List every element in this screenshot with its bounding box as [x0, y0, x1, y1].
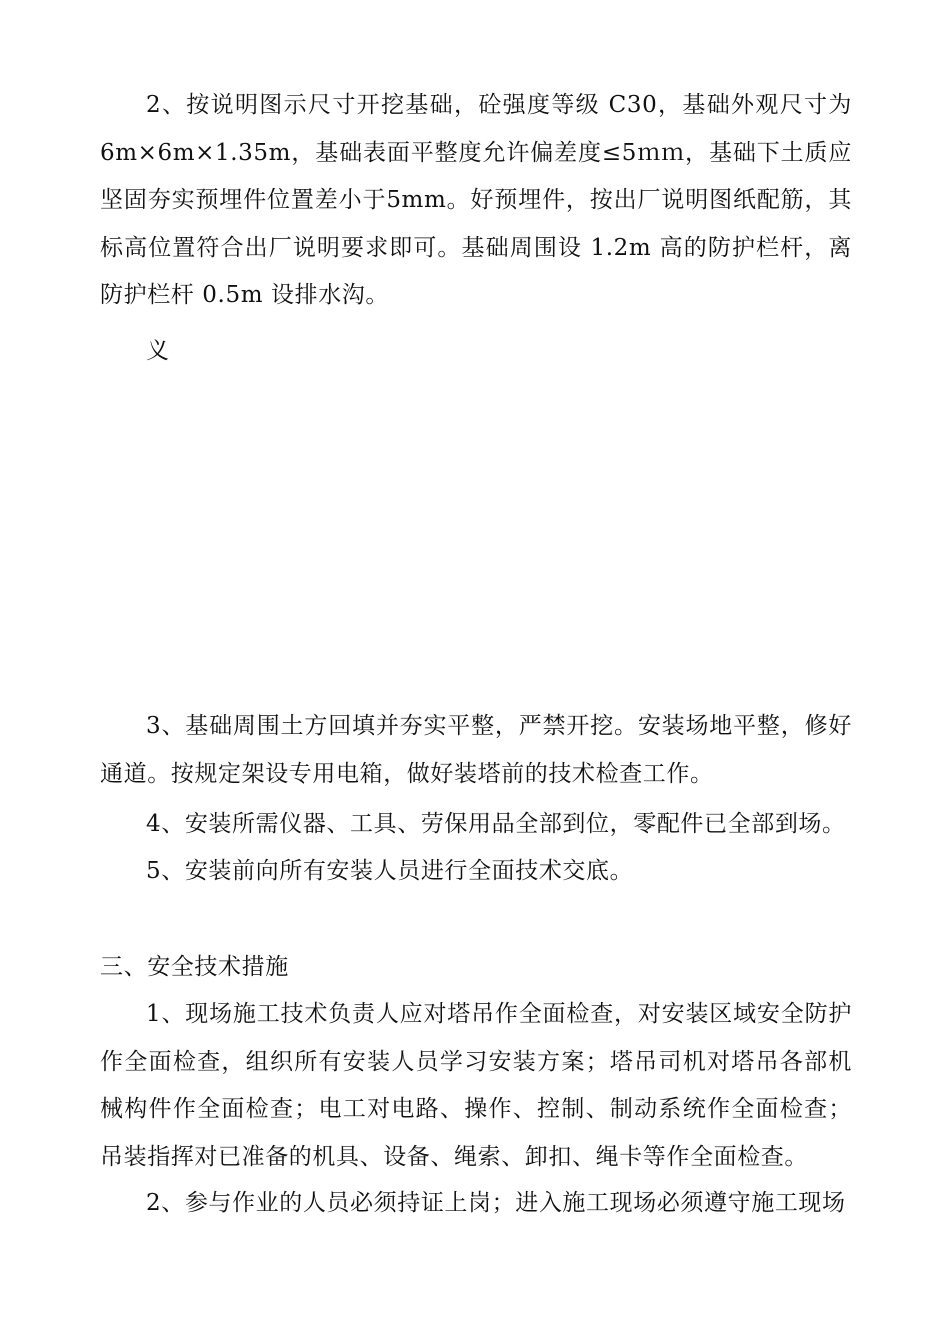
paragraph-tools-ready: 4、安装所需仪器、工具、劳保用品全部到位，零配件已全部到场。 [146, 811, 846, 837]
stray-character: 义 [146, 338, 170, 364]
paragraph-backfill-site-prep: 3、基础周围土方回填并夯实平整，严禁开挖。安装场地平整，修好通道。按规定架设专用电箱，做好装塔前的技术检查工作。 [100, 713, 852, 787]
paragraph-full-inspection: 1、现场施工技术负责人应对塔吊作全面检查，对安装区域安全防护作全面检查，组织所有安装人员学习安装方案；塔吊司机对塔吊各部机械构件作全面检查；电工对电路、操作、控制、制动系统作全面检查；吊装指挥对已准备的机具、设备、绳索、卸扣、绳卡等作全面检查。 [100, 1001, 852, 1170]
paragraph-certified-personnel: 2、参与作业的人员必须持证上岗；进入施工现场必须遵守施工现场 [146, 1190, 846, 1216]
section-heading-safety-measures: 三、安全技术措施 [100, 954, 289, 980]
paragraph-technical-briefing: 5、安装前向所有安装人员进行全面技术交底。 [146, 858, 634, 884]
paragraph-foundation-excavation: 2、按说明图示尺寸开挖基础，砼强度等级 C30，基础外观尺寸为 6m×6m×1.35m，基础表面平整度允许偏差度≤5ｍｍ，基础下土质应坚固夯实预埋件位置差小于5mm。好预埋件，按出厂说明图纸配筋，其标高位置符合出厂说明要求即可。基础周围设 1.2m 高的防护栏杆，离防护栏杆 0.5m 设排水沟。 [100, 92, 852, 308]
